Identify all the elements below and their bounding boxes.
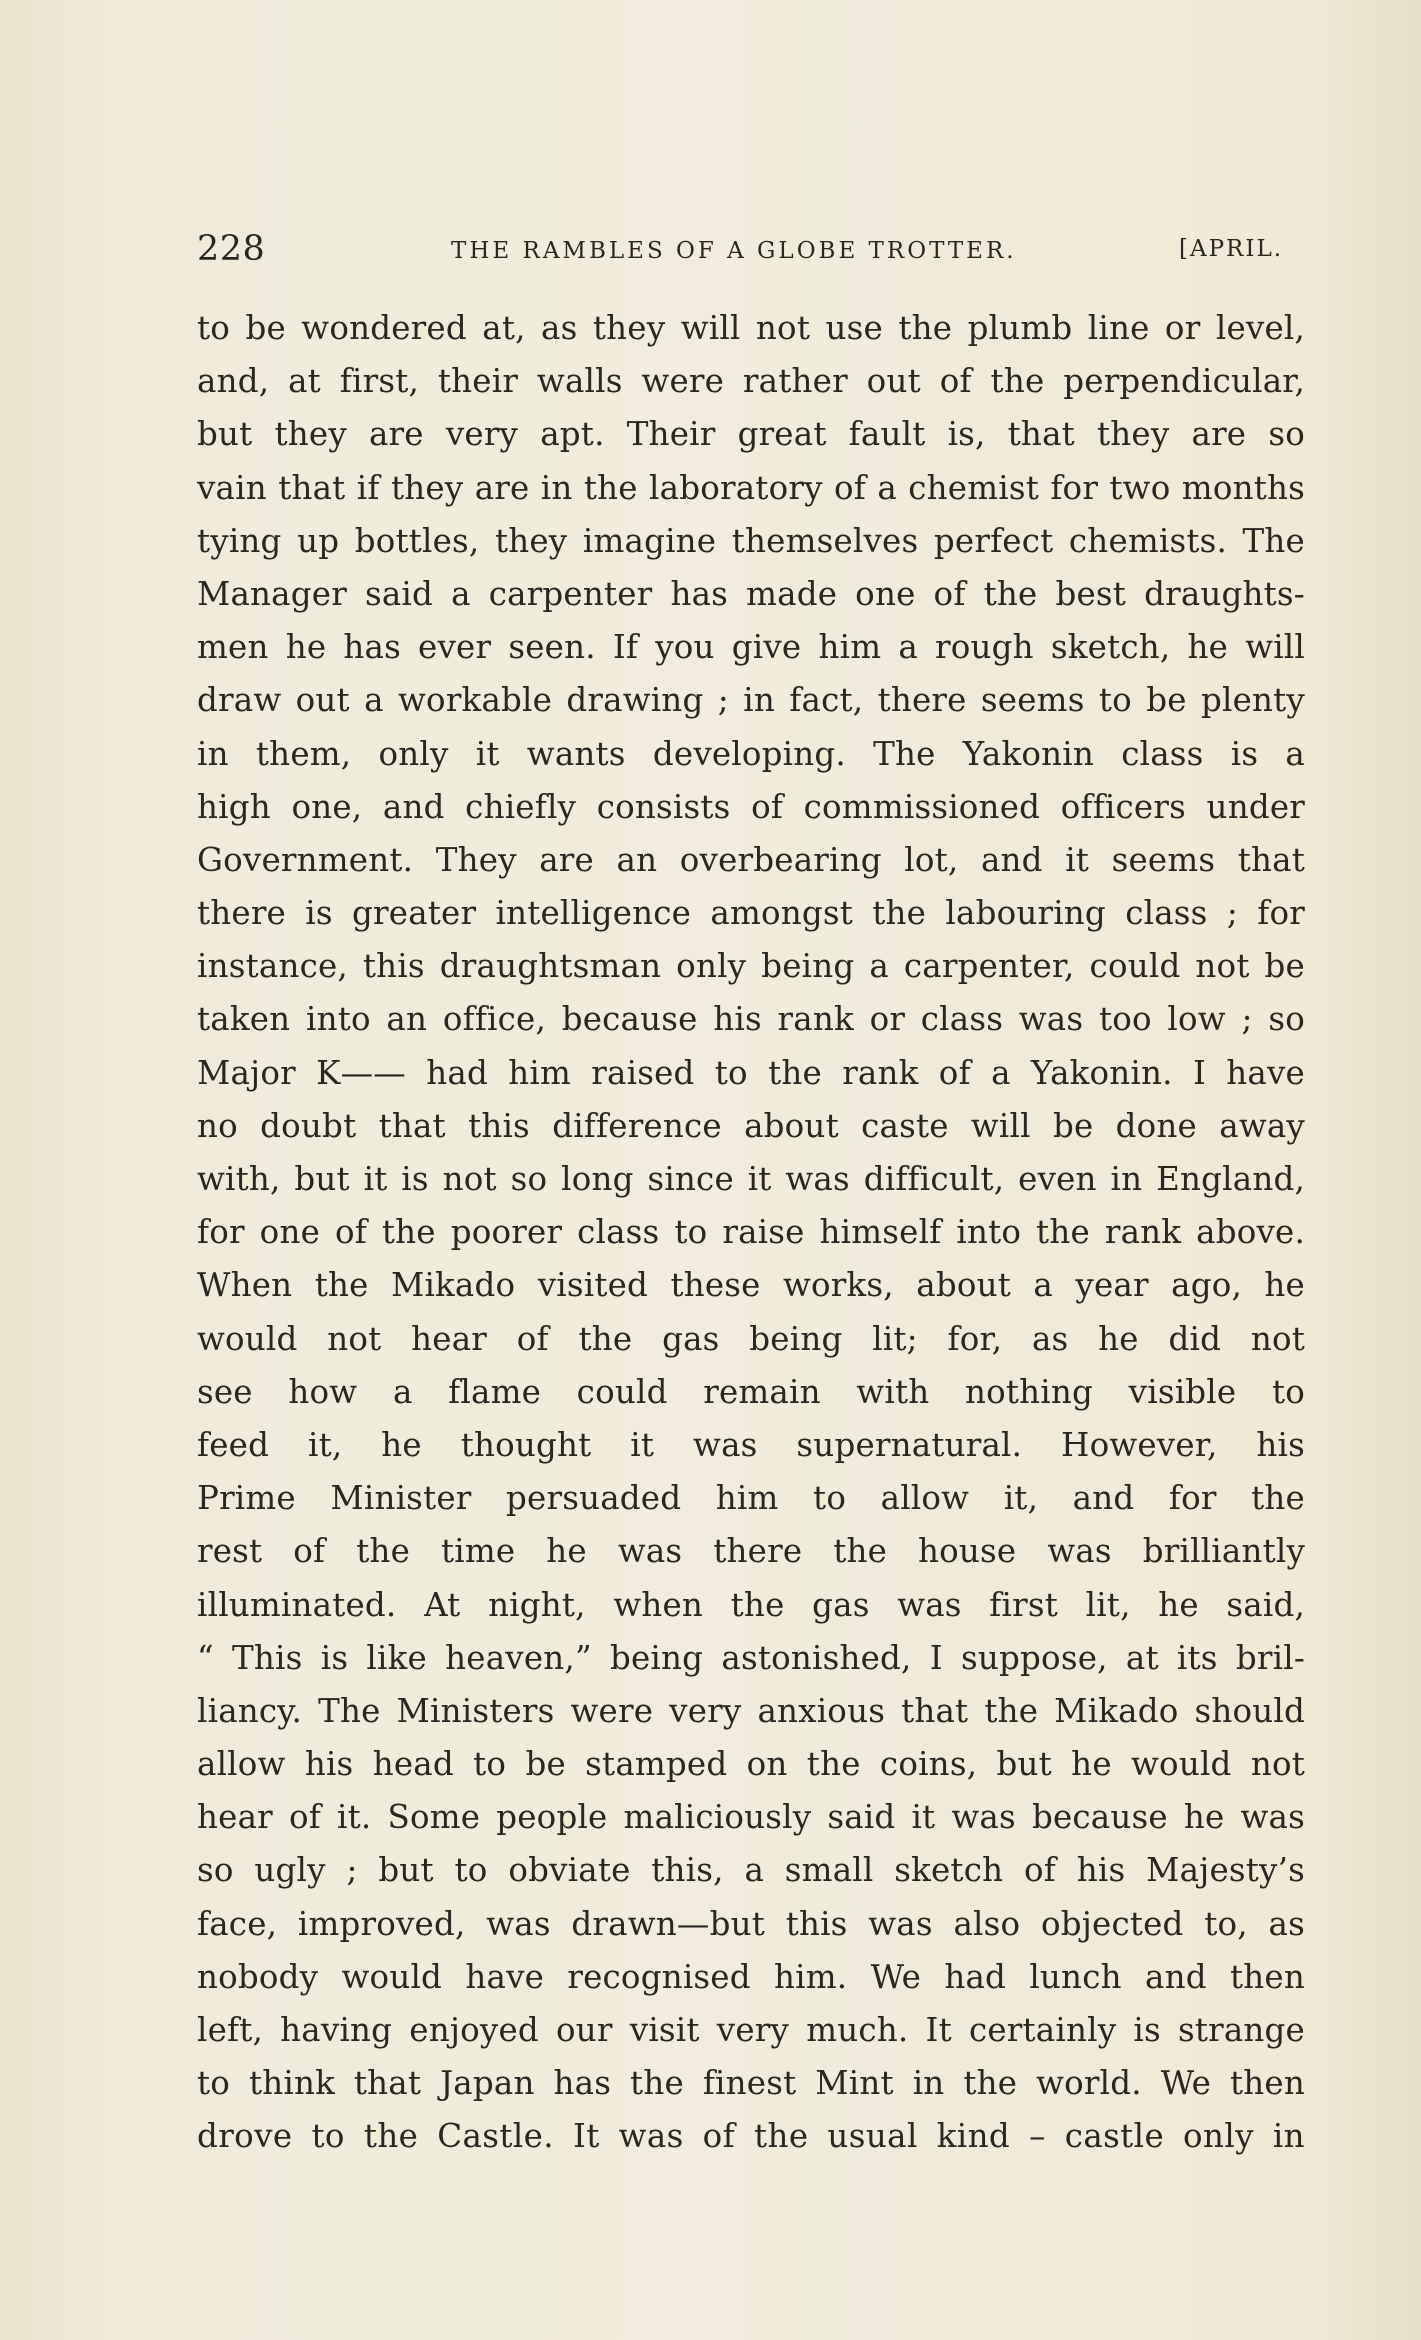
text-line: to think that Japan has the finest Mint in the world. We then — [197, 2064, 1305, 2103]
text-line: nobody would have recognised him. We had lunch and then — [197, 1957, 1305, 1996]
running-head — [197, 226, 1297, 276]
text-line: Prime Minister persuaded him to allow it, and for the — [197, 1479, 1305, 1518]
text-line: liancy. The Ministers were very anxious that the Mikado should — [197, 1691, 1305, 1730]
text-line: instance, this draughtsman only being a carpenter, could not be — [197, 947, 1305, 986]
text-line: for one of the poorer class to raise himself into the rank above. — [197, 1213, 1305, 1252]
text-line: feed it, he thought it was supernatural. However, his — [197, 1425, 1305, 1464]
text-line: allow his head to be stamped on the coins, but he would not — [197, 1745, 1305, 1784]
text-line: drove to the Castle. It was of the usual kind – castle only in — [197, 2117, 1305, 2156]
text-line: and, at first, their walls were rather out of the perpendicular, — [197, 362, 1305, 401]
text-line: in them, only it wants developing. The Yakonin class is a — [197, 734, 1305, 773]
text-line: but they are very apt. Their great fault is, that they are so — [197, 415, 1305, 454]
text-line: see how a flame could remain with nothing visible to — [197, 1372, 1305, 1411]
text-line: Major K—— had him raised to the rank of a Yakonin. I have — [197, 1053, 1305, 1092]
text-line: left, having enjoyed our visit very much. It certainly is strange — [197, 2011, 1305, 2049]
text-line: men he has ever seen. If you give him a rough sketch, he will — [197, 628, 1305, 667]
text-line: tying up bottles, they imagine themselves perfect chemists. The — [197, 521, 1305, 560]
text-line: with, but it is not so long since it was difficult, even in England, — [197, 1160, 1305, 1198]
text-line: so ugly ; but to obviate this, a small sketch of his Majesty’s — [197, 1851, 1305, 1890]
text-line: high one, and chiefly consists of commissioned officers under — [197, 787, 1305, 826]
text-line: face, improved, was drawn—but this was also objected to, as — [197, 1904, 1305, 1943]
text-line: Manager said a carpenter has made one of the best draughts- — [197, 574, 1305, 613]
running-month: [APRIL. — [1179, 236, 1284, 262]
text-line: illuminated. At night, when the gas was first lit, he said, — [197, 1585, 1305, 1624]
text-line: “ This is like heaven,” being astonished, I suppose, at its bril- — [197, 1638, 1305, 1677]
text-line: taken into an office, because his rank or class was too low ; so — [197, 1000, 1305, 1039]
text-line: would not hear of the gas being lit; for, as he did not — [197, 1319, 1305, 1358]
body-text — [197, 302, 1305, 2164]
text-line: Government. They are an overbearing lot, and it seems that — [197, 840, 1305, 879]
text-line: there is greater intelligence amongst the labouring class ; for — [197, 894, 1305, 933]
text-line: When the Mikado visited these works, about a year ago, he — [197, 1266, 1305, 1305]
text-line: vain that if they are in the laboratory of a chemist for two months — [197, 468, 1305, 507]
text-line: rest of the time he was there the house was brilliantly — [197, 1532, 1305, 1571]
text-line: to be wondered at, as they will not use the plumb line or level, — [197, 309, 1305, 347]
text-line: hear of it. Some people maliciously said it was because he was — [197, 1798, 1305, 1837]
text-line: draw out a workable drawing ; in fact, there seems to be plenty — [197, 681, 1305, 720]
text-line: no doubt that this difference about caste will be done away — [197, 1106, 1305, 1145]
running-title: THE RAMBLES OF A GLOBE TROTTER. — [451, 238, 1017, 264]
page-number: 228 — [197, 229, 266, 269]
